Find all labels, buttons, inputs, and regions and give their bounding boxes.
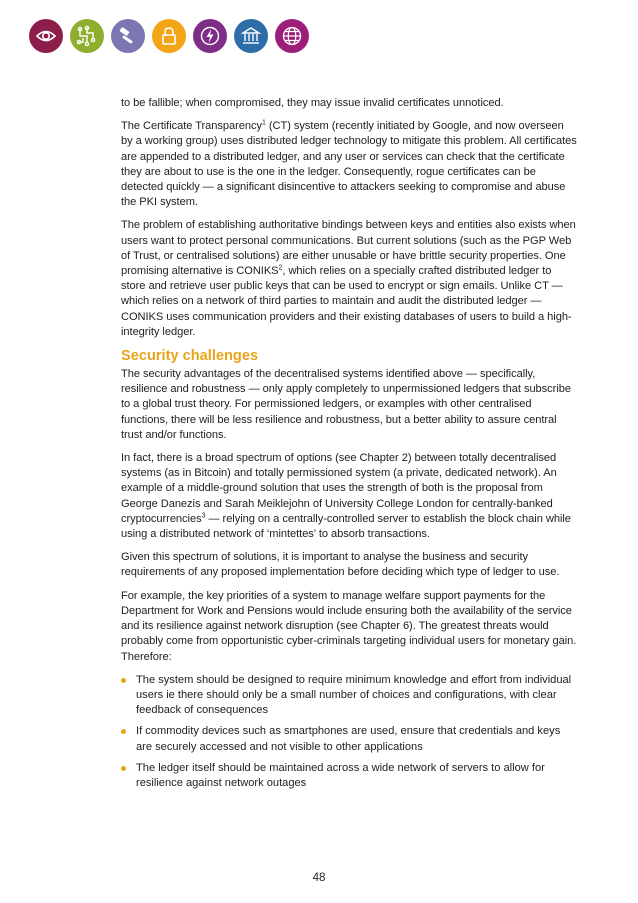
paragraph-certificate-transparency: The Certificate Transparency$^1$ (CT) system (recently initiated by Google, and now overseen by a working group) uses distributed ledger technology to mitigate this problem. All certificates are appended to a distributed ledger, and any user or services can check that the certificate they are about to use is the one in the ledger. Consequently, rogue certificates can be detected quickly — a significant disincentive to attackers seeking to compromise and abuse the PKI system. — [121, 119, 577, 209]
paragraph: Given this spectrum of solutions, it is important to analyse the business and security requirements of any proposed implementation before deciding which type of ledger to use. — [121, 551, 560, 579]
paragraph: The security advantages of the decentralised systems identified above — specifically, resilience and robustness — only apply completely to unpermissioned ledgers that subscribe to a global trust theory. For permissioned ledgers, or examples with other centralised functions, there will be less resilience and robustness, but a better ability to assure central trust and/or functions. — [121, 368, 571, 441]
list-item: The ledger itself should be maintained across a wide network of servers to allow for resilience against network outages — [121, 761, 577, 791]
bullet-dot — [121, 729, 126, 734]
circuit-icon — [70, 19, 104, 53]
eye-icon — [29, 19, 63, 53]
bullet-dot — [121, 678, 126, 683]
footnote-ref: 1 — [262, 119, 266, 127]
padlock-icon — [152, 19, 186, 53]
footnote-ref: 3 — [201, 512, 206, 520]
paragraph-coniks: The problem of establishing authoritative bindings between keys and entities also exists when users want to protect personal communications. But current solutions (such as the PGP Web of Trust, or centralised solutions) are either unusable or have brittle security properties. One promising alternative is CONIKS$^2$, which relies on a specially crafted distributed ledger to store and retrieve user public keys that can be used to encrypt or sign emails. Unlike CT — which relies on a network of third parties to maintain and audit the distributed ledger — CONIKS uses communication providers and their existing databases of users to build a high-integrity ledger. — [121, 219, 576, 338]
bank-icon — [234, 19, 268, 53]
page-body — [121, 96, 577, 797]
section-heading: Security challenges — [121, 348, 259, 365]
footnote-ref: 2 — [278, 264, 283, 272]
list-item: If commodity devices such as smartphones are used, ensure that credentials and keys are securely accessed and not visible to other applications — [121, 724, 577, 754]
bullet-list — [121, 673, 577, 791]
bullet-dot — [121, 766, 126, 771]
paragraph: to be fallible; when compromised, they may issue invalid certificates unnoticed. — [121, 97, 504, 109]
paragraph: In fact, there is a broad spectrum of options (see Chapter 2) between totally decentralised systems (as in Bitcoin) and totally permissioned system (a private, dedicated network). An example of a middle-ground solution that uses the strength of both is the proposal from George Danezis and Sarah Meiklejohn of University College London for centrally-banked cryptocurrencies$^3$ — relying on a centrally-controlled server to establish the block chain while using a distributed network of ‘mintettes’ to absorb transactions. — [121, 452, 571, 541]
paragraph: For example, the key priorities of a system to manage welfare support payments for the Department for Work and Pensions would include ensuring both the availability of the service and its resilience against network disruption (see Chapter 6). The greatest threats would probably come from opportunistic cyber-criminals targeting individual users for monetary gain. Therefore: — [121, 589, 577, 663]
globe-icon — [275, 19, 309, 53]
page-number: 48 — [312, 872, 326, 884]
hammer-icon — [111, 19, 145, 53]
list-item: The system should be designed to require minimum knowledge and effort from individual users ie there should only be a small number of choices and configurations, with clear feedback of consequences — [121, 673, 577, 719]
lightning-icon — [193, 19, 227, 53]
